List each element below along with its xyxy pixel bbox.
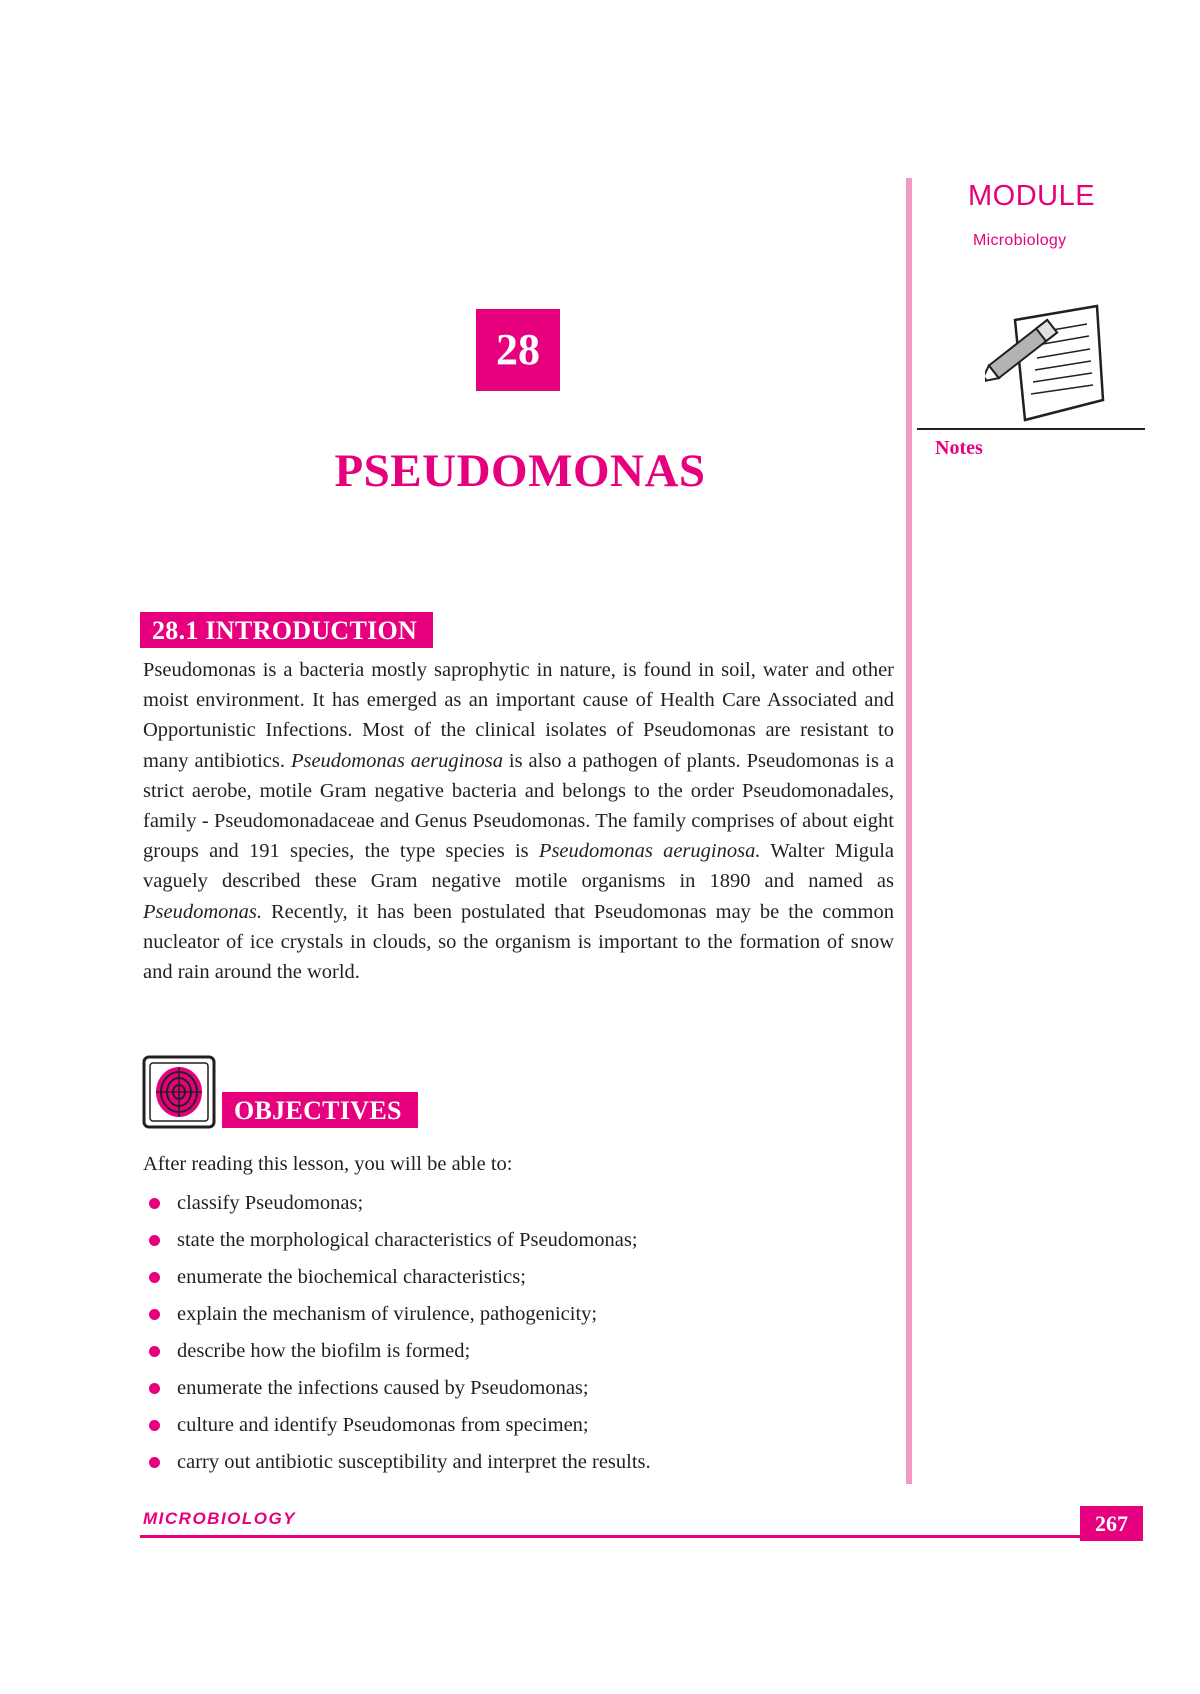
objective-text: carry out antibiotic susceptibility and interpret the results. xyxy=(177,1451,651,1473)
bullet-icon xyxy=(149,1198,160,1209)
objective-text: explain the mechanism of virulence, pathogenicity; xyxy=(177,1303,598,1325)
paragraph-text: Recently, it has been postulated that Pseudomonas may be the common nucleator of ice crystals in clouds, so the organism is important to the formation of snow and rain around the world. xyxy=(143,900,894,984)
objective-item xyxy=(143,1336,903,1373)
objective-text: enumerate the infections caused by Pseudomonas; xyxy=(177,1377,589,1399)
footer-rule xyxy=(140,1535,1143,1538)
objective-item xyxy=(143,1225,903,1262)
objectives-list xyxy=(143,1188,903,1484)
paragraph-text: is also a pathogen of plants. Pseudomonas is a strict aerobe, motile Gram negative bacteria and belongs to the order Pseudomonadales, family - Pseudomonadaceae and Genus Pseudomonas. The family comprises of about eight groups and 191 species, the type species is xyxy=(143,749,894,863)
bullet-icon xyxy=(149,1420,160,1431)
objectives-target-icon xyxy=(142,1055,216,1129)
module-label: MODULE xyxy=(968,180,1096,212)
objective-item xyxy=(143,1410,903,1447)
objective-item xyxy=(143,1188,903,1225)
bullet-icon xyxy=(149,1383,160,1394)
page-number: 267 xyxy=(1080,1506,1143,1541)
paragraph-text: Walter Migula vaguely described these Gram negative motile organisms in 1890 and named as xyxy=(143,840,894,893)
section-heading-objectives: OBJECTIVES xyxy=(222,1092,418,1128)
objective-text: classify Pseudomonas; xyxy=(177,1192,364,1214)
bullet-icon xyxy=(149,1346,160,1357)
bullet-icon xyxy=(149,1235,160,1246)
chapter-number: 28 xyxy=(476,309,560,391)
margin-rule xyxy=(906,178,912,1484)
objective-text: state the morphological characteristics of Pseudomonas; xyxy=(177,1229,638,1251)
section-heading-introduction: 28.1 INTRODUCTION xyxy=(140,612,433,648)
notes-rule xyxy=(917,428,1145,430)
objective-text: culture and identify Pseudomonas from specimen; xyxy=(177,1414,589,1436)
objective-item xyxy=(143,1373,903,1410)
objective-item xyxy=(143,1299,903,1336)
bullet-icon xyxy=(149,1457,160,1468)
paragraph-text: Pseudomonas is a bacteria mostly saprophytic in nature, is found in soil, water and other moist environment. It has emerged as an important cause of Health Care Associated and Opportunistic Infections. Most of the clinical isolates of Pseudomonas are resistant to many antibiotics. xyxy=(143,659,894,772)
notes-pencil-icon xyxy=(985,302,1105,442)
objective-item xyxy=(143,1447,903,1484)
chapter-title: PSEUDOMONAS xyxy=(334,445,706,497)
introduction-paragraph xyxy=(143,655,894,987)
species-name: Pseudomonas. xyxy=(143,900,263,923)
species-name: Pseudomonas aeruginosa. xyxy=(538,840,761,863)
objective-text: enumerate the biochemical characteristics; xyxy=(177,1266,526,1288)
objective-text: describe how the biofilm is formed; xyxy=(177,1340,471,1362)
notes-label: Notes xyxy=(935,437,983,459)
module-subject: Microbiology xyxy=(973,232,1067,249)
bullet-icon xyxy=(149,1272,160,1283)
footer-subject: MICROBIOLOGY xyxy=(143,1509,297,1528)
objectives-lead: After reading this lesson, you will be able to: xyxy=(143,1153,513,1175)
species-name: Pseudomonas aeruginosa xyxy=(290,749,503,772)
bullet-icon xyxy=(149,1309,160,1320)
objective-item xyxy=(143,1262,903,1299)
